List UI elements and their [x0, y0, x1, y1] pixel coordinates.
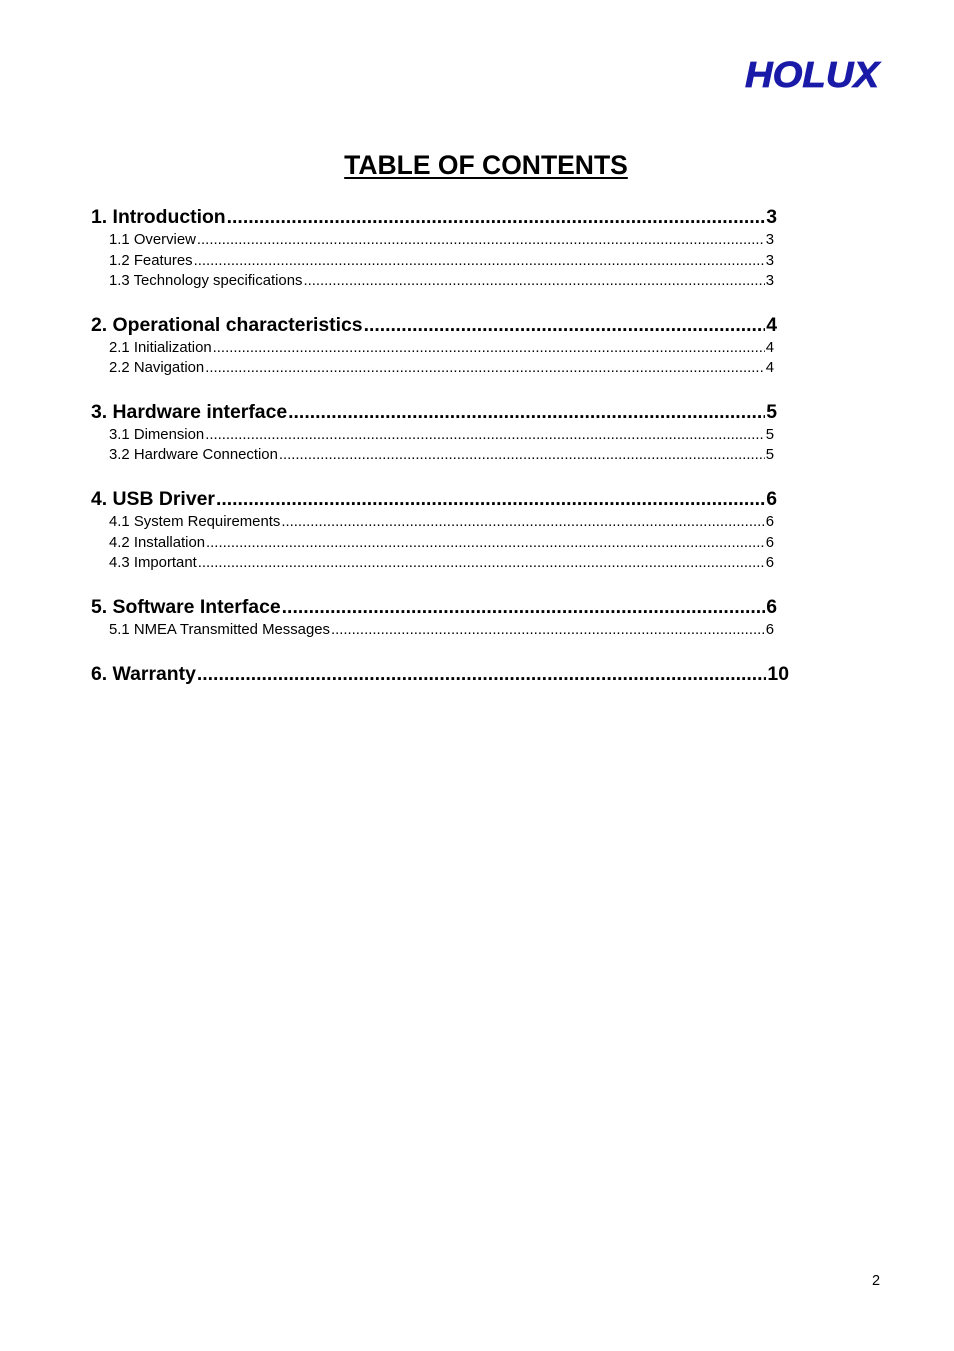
toc-subentry-page: 6 — [765, 535, 774, 551]
dot-leader — [288, 401, 765, 423]
toc-entry-operational-characteristics[interactable] — [91, 314, 777, 336]
toc-entry-usb-driver[interactable] — [91, 488, 777, 510]
dot-leader — [282, 596, 766, 618]
toc-entry-label: 3. Hardware interface — [91, 401, 288, 423]
dot-leader — [197, 231, 765, 249]
toc-subentry-label: 2.1 Initialization — [109, 340, 212, 356]
toc-subentry-label: 4.1 System Requirements — [109, 514, 281, 530]
toc-subentry-label: 4.3 Important — [109, 555, 197, 571]
toc-subentry-page: 5 — [765, 427, 774, 443]
dot-leader — [198, 554, 765, 572]
toc-subentry-label: 5.1 NMEA Transmitted Messages — [109, 622, 330, 638]
toc-subentry-page: 4 — [765, 340, 774, 356]
toc-entry-warranty[interactable] — [91, 663, 789, 685]
toc-subentry-page: 5 — [765, 447, 774, 463]
toc-subentry-technology-specifications[interactable] — [109, 272, 774, 290]
toc-subentry-hardware-connection[interactable] — [109, 446, 774, 464]
toc-subentry-label: 1.2 Features — [109, 253, 193, 269]
toc-entry-label: 5. Software Interface — [91, 596, 281, 618]
toc-subentry-label: 4.2 Installation — [109, 535, 206, 551]
toc-entry-page: 10 — [767, 663, 789, 685]
toc-entry-page: 4 — [766, 314, 777, 336]
toc-entry-page: 6 — [766, 596, 777, 618]
toc-subentry-dimension[interactable] — [109, 426, 774, 444]
dot-leader — [216, 488, 765, 510]
dot-leader — [303, 272, 764, 290]
toc-entry-label: 1. Introduction — [91, 206, 226, 228]
dot-leader — [205, 359, 765, 377]
dot-leader — [364, 314, 766, 336]
holux-logo-text: HOLUX — [745, 54, 882, 95]
page-title: TABLE OF CONTENTS — [344, 150, 628, 180]
toc-subentry-label: 1.1 Overview — [109, 232, 196, 248]
dot-leader — [205, 426, 765, 444]
dot-leader — [331, 621, 765, 639]
toc-subentry-installation[interactable] — [109, 534, 774, 552]
dot-leader — [194, 252, 765, 270]
toc-entry-hardware-interface[interactable] — [91, 401, 777, 423]
toc-subentry-page: 3 — [765, 232, 774, 248]
toc-entry-page: 6 — [766, 488, 777, 510]
toc-entry-software-interface[interactable] — [91, 596, 777, 618]
toc-subentry-page: 6 — [765, 555, 774, 571]
toc-subentry-overview[interactable] — [109, 231, 774, 249]
toc-subentry-page: 6 — [765, 514, 774, 530]
toc-entry-page: 5 — [766, 401, 777, 423]
toc-subentry-nmea-transmitted-messages[interactable] — [109, 621, 774, 639]
holux-logo-graphic — [743, 52, 883, 96]
toc-subentry-page: 6 — [765, 622, 774, 638]
page-number: 2 — [872, 1273, 881, 1289]
toc-subentry-page: 3 — [765, 253, 774, 269]
dot-leader — [206, 534, 765, 552]
dot-leader — [281, 513, 764, 531]
toc-subentry-label: 1.3 Technology specifications — [109, 273, 303, 289]
toc-subentry-label: 3.2 Hardware Connection — [109, 447, 278, 463]
holux-logo — [743, 52, 883, 96]
toc-entry-label: 4. USB Driver — [91, 488, 215, 510]
dot-leader — [227, 206, 766, 228]
toc-subentry-features[interactable] — [109, 252, 774, 270]
toc-entry-label: 6. Warranty — [91, 663, 196, 685]
toc-subentry-important[interactable] — [109, 554, 774, 572]
toc-entry-page: 3 — [766, 206, 777, 228]
toc-subentry-page: 4 — [765, 360, 774, 376]
toc-subentry-label: 2.2 Navigation — [109, 360, 205, 376]
toc-entry-label: 2. Operational characteristics — [91, 314, 363, 336]
dot-leader — [197, 663, 767, 685]
dot-leader — [279, 446, 765, 464]
toc-subentry-initialization[interactable] — [109, 339, 774, 357]
toc-subentry-navigation[interactable] — [109, 359, 774, 377]
toc-subentry-page: 3 — [765, 273, 774, 289]
toc-subentry-system-requirements[interactable] — [109, 513, 774, 531]
toc-subentry-label: 3.1 Dimension — [109, 427, 205, 443]
toc-entry-introduction[interactable] — [91, 206, 777, 228]
dot-leader — [213, 339, 765, 357]
